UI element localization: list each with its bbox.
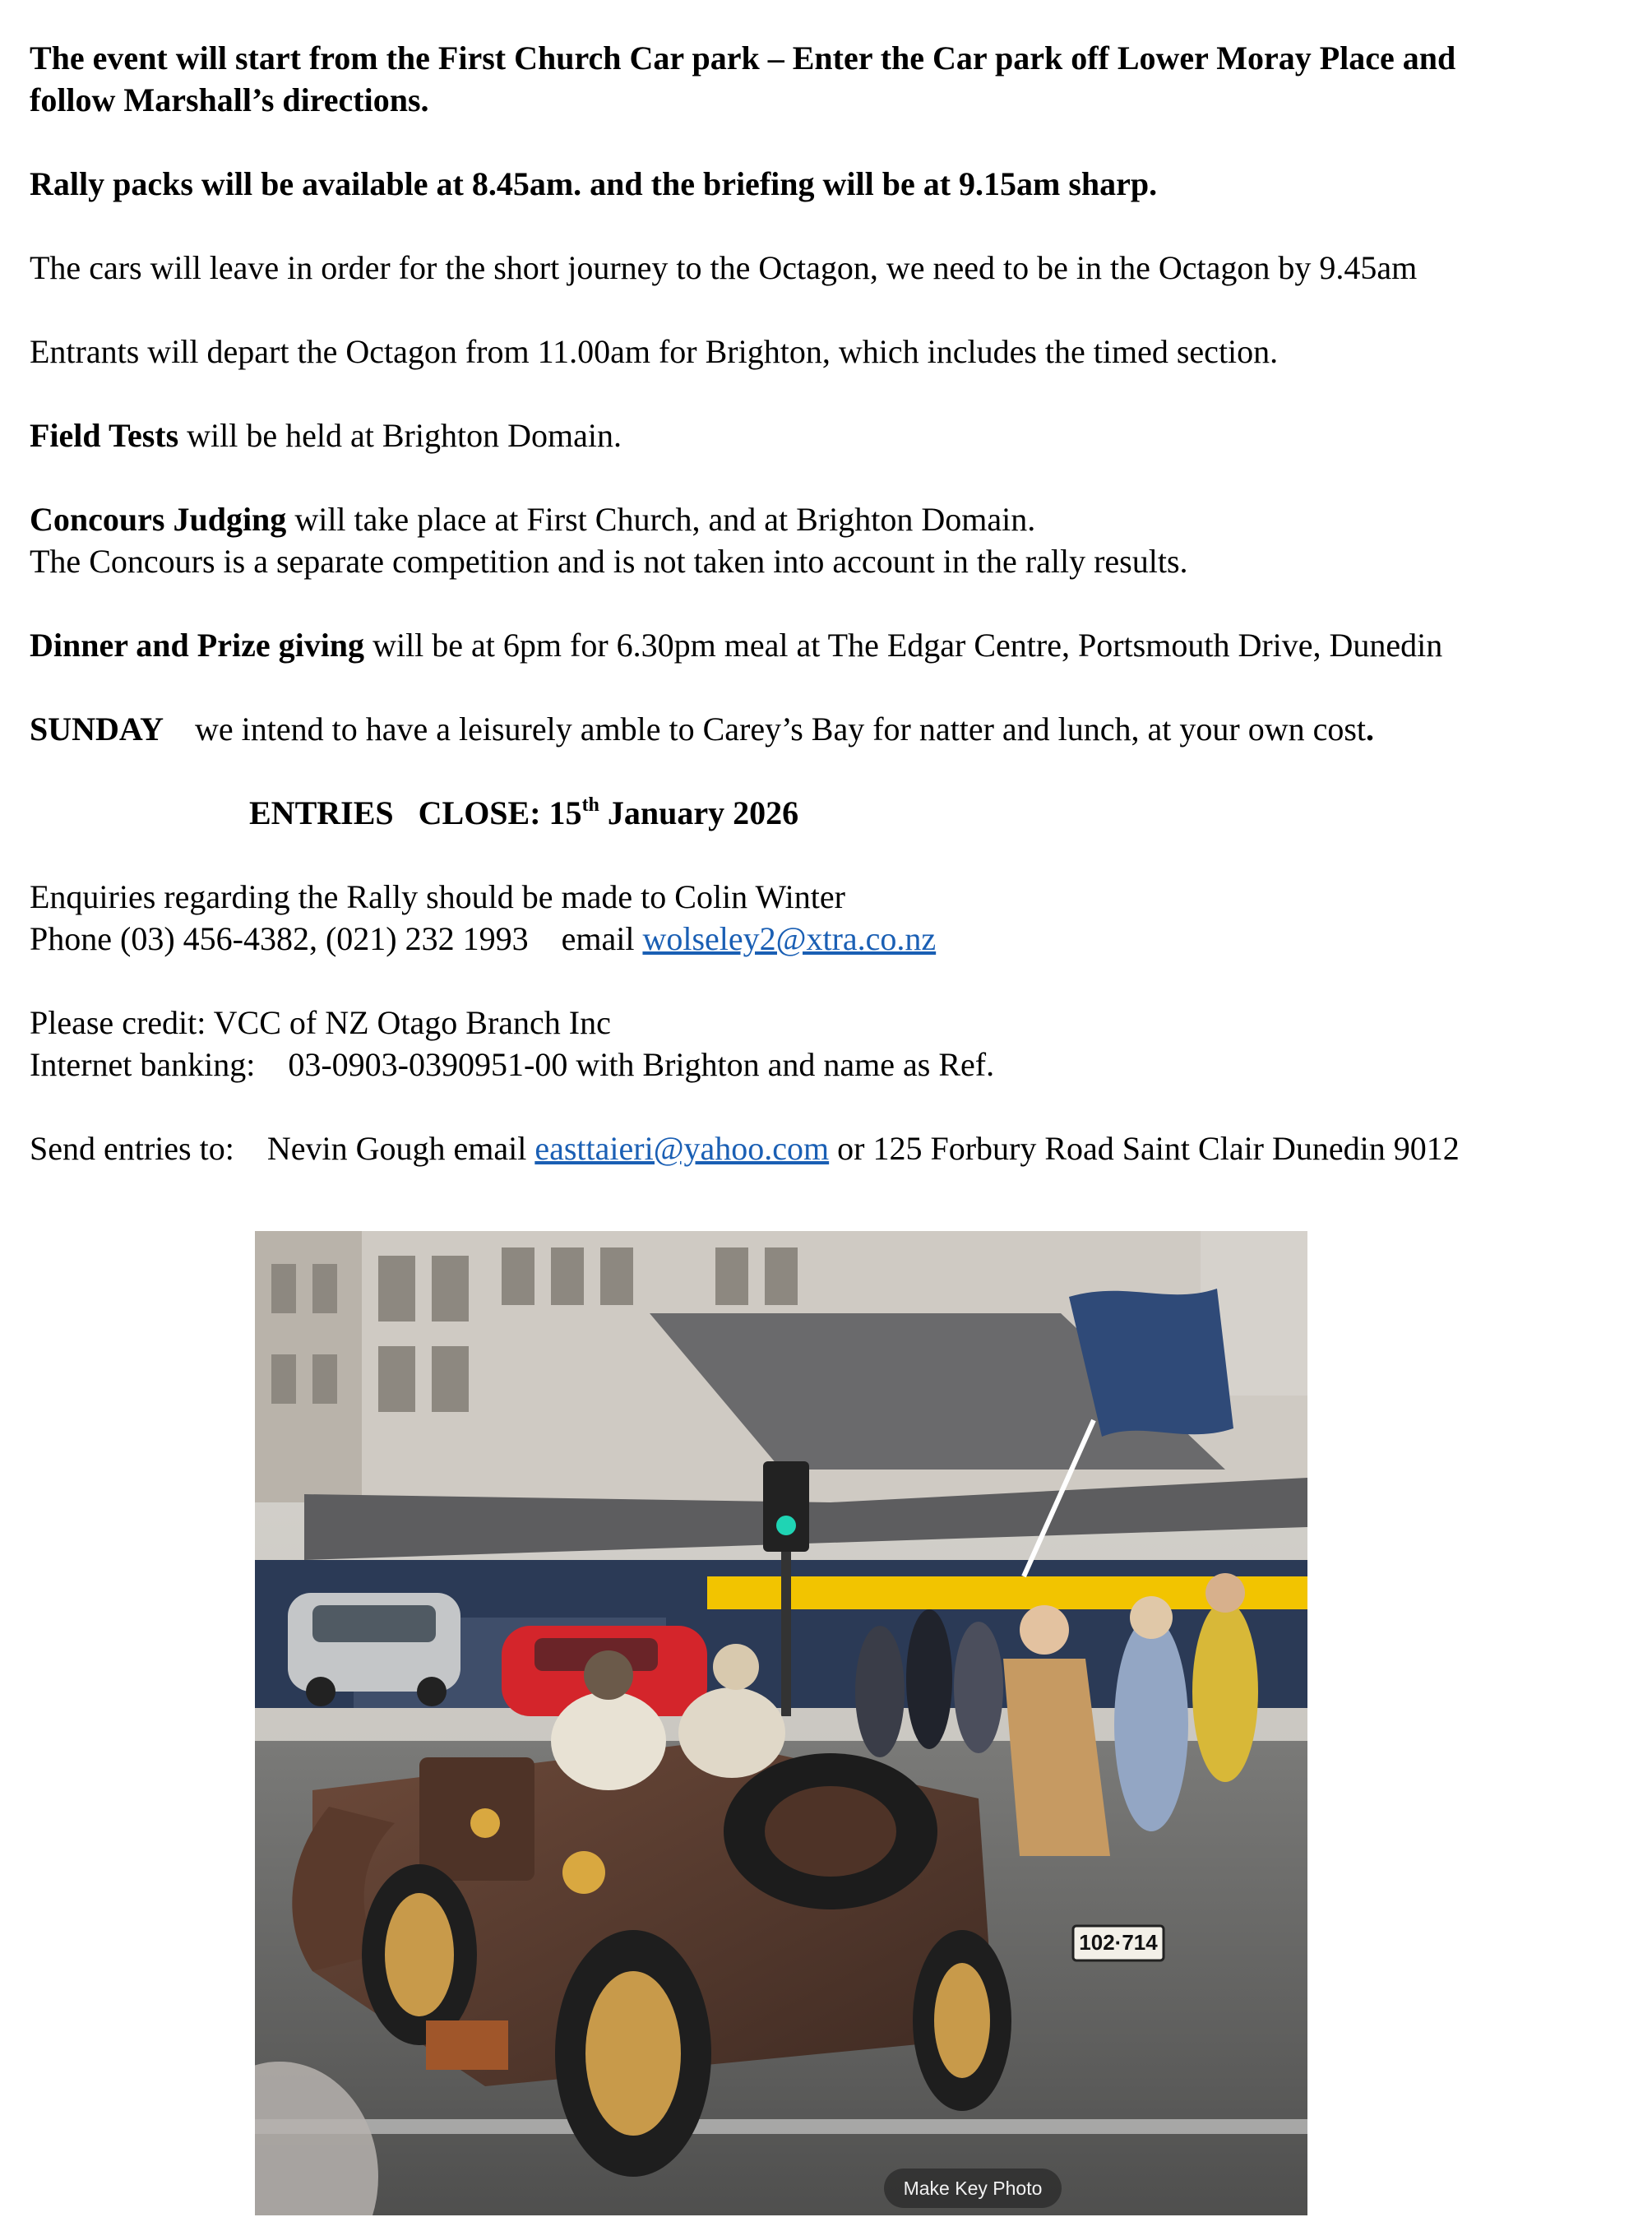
enquiries-phone: Phone (03) 456-4382, (021) 232 1993 email [30,920,643,957]
cars-leave-text: The cars will leave in order for the short journey to the Octagon, we need to be in the Octagon by 9.45am [30,249,1418,286]
colin-email-link[interactable]: wolseley2@xtra.co.nz [642,920,937,957]
field-tests-label: Field Tests [30,417,179,454]
send-entries-suffix: or 125 Forbury Road Saint Clair Dunedin 9012 [829,1130,1460,1167]
sunday-paragraph [30,708,1374,750]
field-tests-text: will be held at Brighton Domain. [178,417,622,454]
sunday-label: SUNDAY [30,710,164,748]
concours-paragraph [30,498,1035,540]
make-key-photo-button[interactable]: Make Key Photo [884,2169,1062,2208]
license-plate-text: 102·714 [1079,1930,1158,1955]
entrants-text: Entrants will depart the Octagon from 11.00am for Brighton, which includes the timed section. [30,333,1279,370]
silver-car [288,1593,460,1706]
dinner-paragraph [30,624,1442,666]
rally-packs-text: Rally packs will be available at 8.45am. and the briefing will be at 9.15am sharp. [30,165,1158,202]
dinner-label: Dinner and Prize giving [30,627,365,664]
sunday-text: we intend to have a leisurely amble to Carey’s Bay for natter and lunch, at your own cost [195,710,1367,748]
send-entries-prefix: Send entries to: Nevin Gough email [30,1130,535,1167]
license-plate [1073,1926,1164,1960]
concours-text: will take place at First Church, and at Brighton Domain. [286,501,1036,538]
sunday-end: . [1366,710,1375,748]
photo-illustration [255,1231,1307,2215]
concours-label: Concours Judging [30,501,287,538]
concours-note: The Concours is a separate competition and is not taken into account in the rally results. [30,543,1188,580]
crosswalk-stripe [255,2119,1307,2134]
banking-line: Internet banking: 03-0903-0390951-00 with Brighton and name as Ref. [30,1046,995,1083]
intro-line-2: follow Marshall’s directions. [30,81,429,118]
intro-line-1: The event will start from the First Church Car park – Enter the Car park off Lower Moray Place and [30,39,1456,76]
send-entries-line [30,1127,1460,1169]
field-tests-paragraph [30,414,622,456]
enquiries-phone-line [30,918,936,960]
nevin-email-link[interactable]: easttaieri@yahoo.com [534,1130,830,1167]
vintage-car-photo [255,1231,1307,2215]
enquiries-line: Enquiries regarding the Rally should be made to Colin Winter [30,878,845,915]
dinner-text: will be at 6pm for 6.30pm meal at The Edgar Centre, Portsmouth Drive, Dunedin [364,627,1443,664]
credit-line: Please credit: VCC of NZ Otago Branch Inc [30,1004,611,1041]
entries-close-heading: ENTRIES CLOSE: 15th January 2026 [249,794,799,831]
